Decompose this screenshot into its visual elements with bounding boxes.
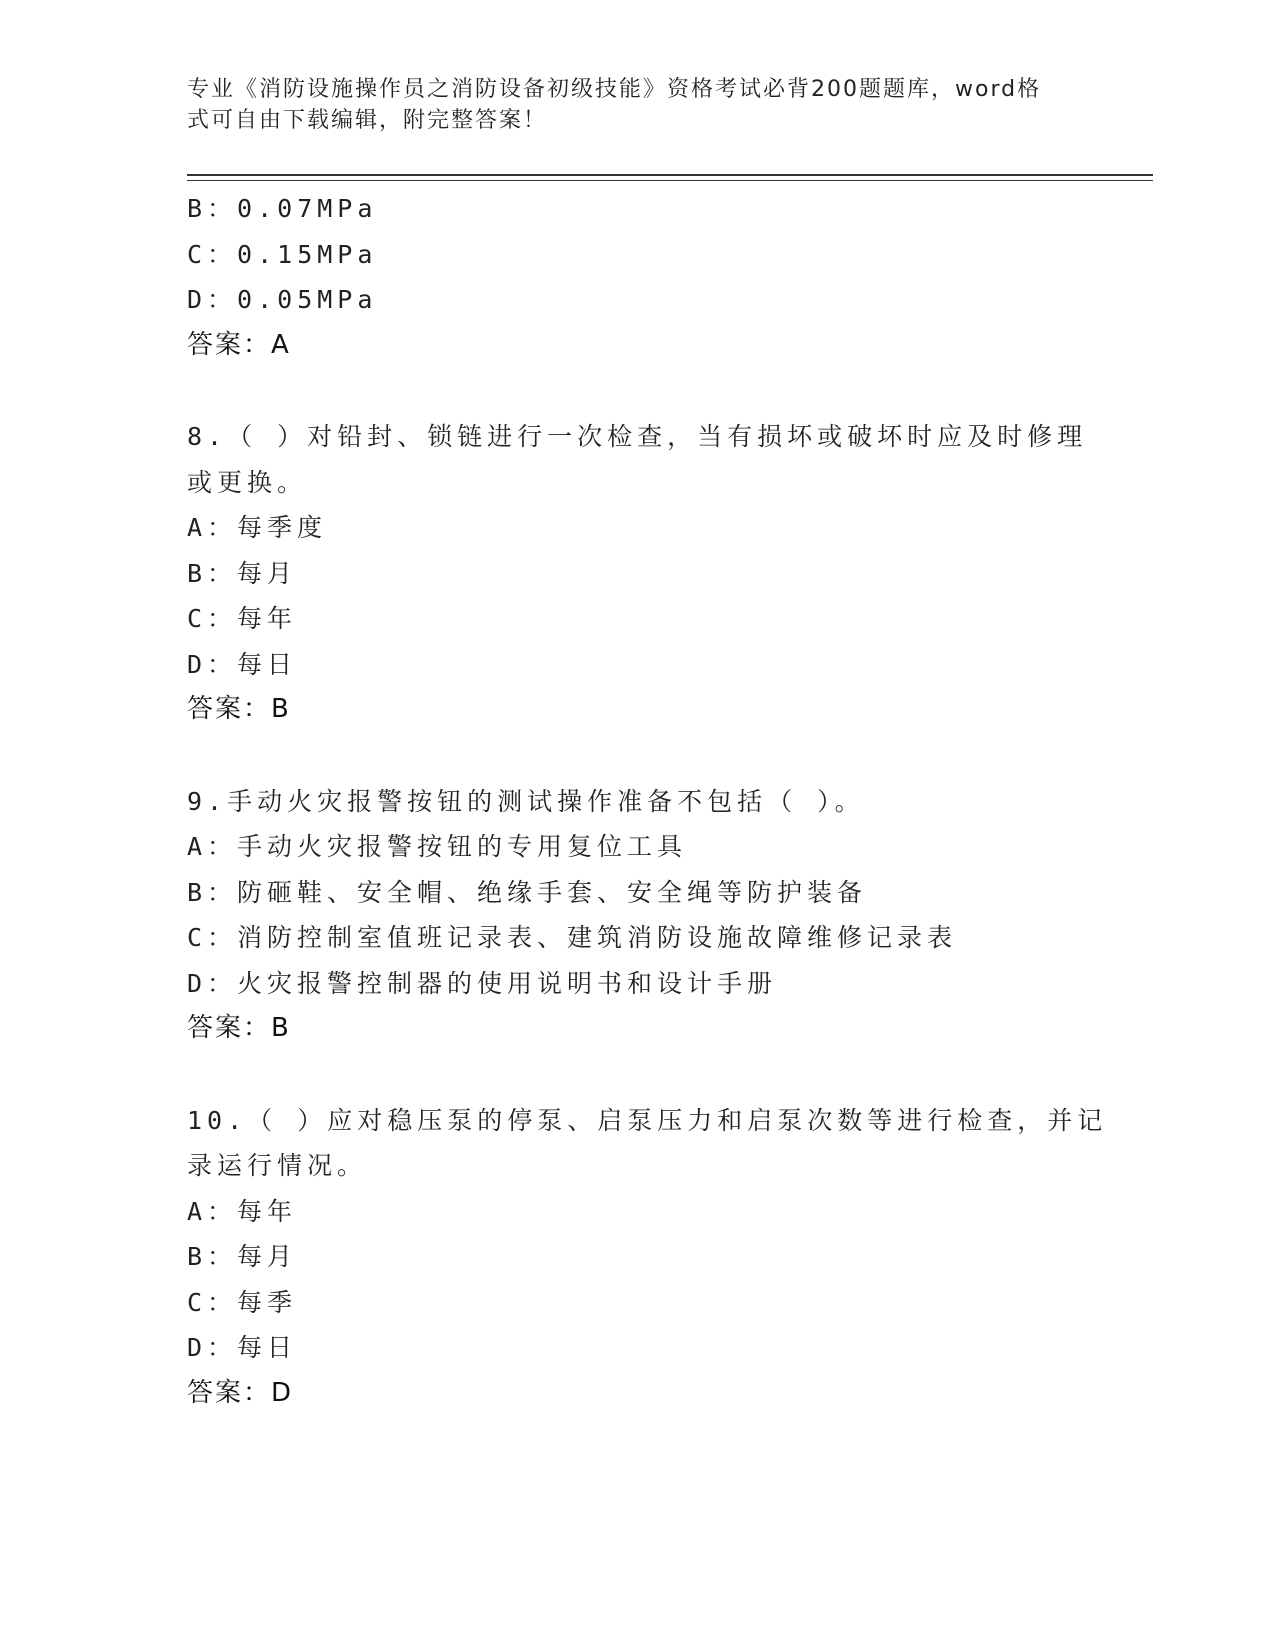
- option-c: C：每年: [187, 604, 298, 633]
- question-text: 录运行情况。: [187, 1151, 368, 1180]
- option-b: B：每月: [187, 1242, 298, 1271]
- document-header: [187, 74, 1067, 136]
- question-text: 9.手动火灾报警按钮的测试操作准备不包括（ ）。: [187, 786, 865, 816]
- answer-line: 答案：D: [187, 1377, 294, 1408]
- answer-line: 答案：B: [187, 694, 291, 724]
- question-text: 10.（ ）应对稳压泵的停泵、启泵压力和启泵次数等进行检查，并记: [187, 1105, 1108, 1135]
- option-b: B：每月: [187, 558, 298, 588]
- question-text: 或更换。: [187, 467, 308, 497]
- option-c: C：消防控制室值班记录表、建筑消防设施故障维修记录表: [187, 923, 958, 952]
- header-divider: [187, 174, 1153, 176]
- question-block: [187, 779, 1087, 1052]
- option-c: C：0.15MPa: [187, 239, 378, 269]
- header-divider-thin: [187, 180, 1153, 181]
- answer-line: 答案：A: [187, 329, 291, 360]
- option-d: D：0.05MPa: [187, 285, 378, 314]
- header-line-1: 专业《消防设施操作员之消防设备初级技能》资格考试必背200题题库，word格: [187, 77, 1042, 102]
- header-line-2: 式可自由下载编辑，附完整答案！: [187, 108, 548, 133]
- option-d: D：每日: [187, 1333, 298, 1362]
- question-block: [187, 414, 1087, 733]
- question-block: [187, 186, 1087, 368]
- option-b: B：防砸鞋、安全帽、绝缘手套、安全绳等防护装备: [187, 877, 868, 907]
- option-b: B：0.07MPa: [187, 194, 378, 223]
- option-d: D：每日: [187, 649, 298, 679]
- option-a: A：每季度: [187, 513, 328, 542]
- option-a: A：每年: [187, 1196, 298, 1226]
- option-c: C：每季: [187, 1287, 298, 1317]
- option-a: A：手动火灾报警按钮的专用复位工具: [187, 832, 688, 861]
- answer-line: 答案：B: [187, 1013, 291, 1043]
- option-d: D：火灾报警控制器的使用说明书和设计手册: [187, 968, 778, 998]
- question-text: 8.（ ）对铅封、锁链进行一次检查，当有损坏或破坏时应及时修理: [187, 422, 1088, 451]
- question-list: [187, 186, 1108, 1416]
- question-block: [187, 1098, 1108, 1417]
